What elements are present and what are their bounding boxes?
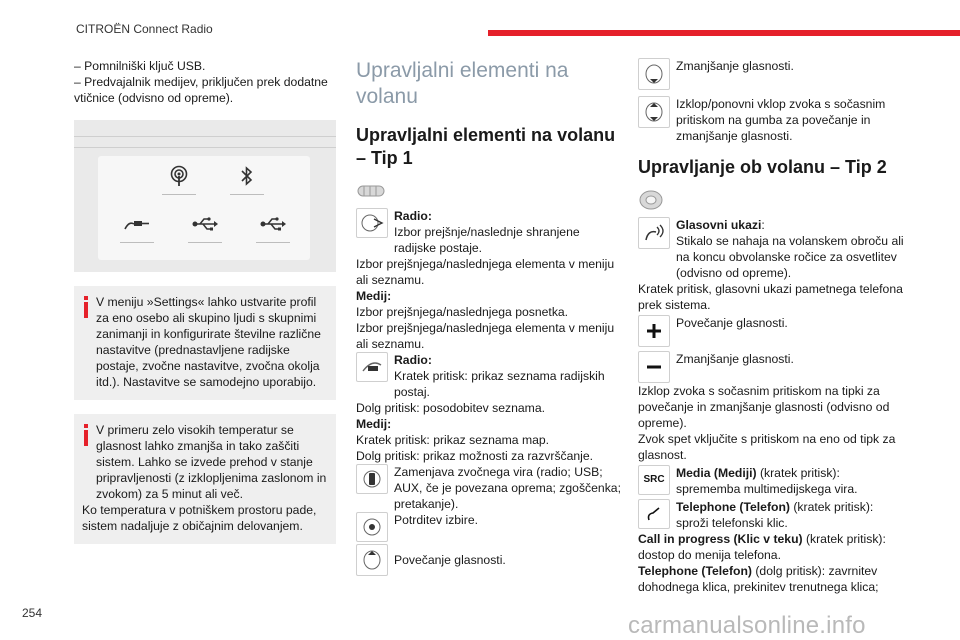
phone-icon: [638, 499, 670, 529]
info-icon: [82, 424, 90, 446]
stalk-confirm-icon: [356, 512, 388, 542]
source-illustration: [74, 120, 336, 272]
voice-command-icon: [638, 217, 670, 249]
voice-label: Glasovni ukazi: [676, 218, 762, 232]
minus-icon: [638, 351, 670, 383]
stalk-wheel-icon: [356, 208, 388, 238]
list-item-usb: – Pomnilniški ključ USB.: [74, 59, 206, 73]
volume-down-text: Zmanjšanje glasnosti.: [676, 59, 794, 73]
podcast-icon: [162, 164, 196, 188]
radio2-label: Radio:: [394, 353, 432, 367]
src-text: (kratek pritisk): sprememba multimedijskega vira.: [676, 466, 858, 496]
info-text-temperature-resume: Ko temperatura v potniškem prostoru pade, sistem nadaljuje z običajnim delovanjem.: [82, 503, 317, 533]
src-icon-label: SRC: [643, 474, 665, 485]
watermark: carmanualsonline.info: [628, 612, 866, 639]
voice-text-2: Kratek pritisk, glasovni ukazi pametnega telefona prek sistema.: [638, 282, 903, 312]
page-number: 254: [22, 606, 43, 620]
section-subtitle-type1: Upravljalni elementi na volanu – Tip 1: [356, 125, 616, 168]
media-label: Medij:: [356, 289, 392, 303]
info-text-temperature: V primeru zelo visokih temperatur se glasnost lahko zmanjša in tako zaščiti sistem. Lahko se izvede prehod v stanje pripravljenosti (z izklopljenima zaslonom in zvokom) za 5 minut ali več.: [96, 423, 327, 501]
radio-text: Izbor prejšnje/naslednje shranjene radijske postaje.: [394, 225, 580, 255]
minus-text-3: Zvok spet vključite s pritiskom na eno od tipk za glasnost.: [638, 432, 896, 462]
media-text-2: Izbor prejšnjega/naslednjega elementa v meniju ali seznamu.: [356, 321, 615, 351]
plus-icon: [638, 315, 670, 347]
aux-cable-icon: [120, 212, 154, 236]
src-button-icon: [638, 465, 670, 495]
phone-text: (kratek pritisk): sproži telefonski klic.: [676, 500, 874, 530]
illustration-divider: [188, 242, 222, 243]
steering-stalk-icon: [356, 180, 388, 202]
column-2: [356, 58, 622, 576]
section-title: Upravljalni elementi na volanu: [356, 59, 569, 108]
media2-label: Medij:: [356, 417, 392, 431]
illustration-panel: [98, 156, 310, 260]
illustration-strip: [74, 136, 336, 148]
stalk-press-icon: [356, 352, 388, 382]
stalk-source-icon: [356, 464, 388, 494]
voice-text: Stikalo se nahaja na volanskem obroču ali na koncu obvolanske ročice za osvetlitev (odvisno od opreme).: [676, 234, 904, 280]
usb-icon: [188, 212, 222, 236]
illustration-divider: [256, 242, 290, 243]
phone-bold: Telephone (Telefon): [676, 500, 790, 514]
stalk-mute-icon: [638, 96, 670, 128]
media2-text-2: Dolg pritisk: prikaz možnosti za razvrščanje.: [356, 449, 594, 463]
minus-text-2: Izklop zvoka s sočasnim pritiskom na tipki za povečanje in zmanjšanje glasnosti (odvisno od opreme).: [638, 384, 890, 430]
phone-long-bold: Telephone (Telefon): [638, 564, 752, 578]
info-box-profiles: [74, 286, 336, 400]
illustration-divider: [120, 242, 154, 243]
illustration-divider: [162, 194, 196, 195]
header-accent-bar: [488, 30, 960, 36]
stalk-volume-up-icon: [356, 544, 388, 576]
radio-label: Radio:: [394, 209, 432, 223]
plus-text: Povečanje glasnosti.: [676, 316, 788, 330]
section-subtitle-type2: Upravljanje ob volanu – Tip 2: [638, 157, 887, 177]
source-text: Zamenjava zvočnega vira (radio; USB; AUX, če je povezana oprema; zgoščenka; pretakanje).: [394, 465, 621, 511]
header-title: CITROËN Connect Radio: [76, 22, 213, 36]
radio2-text-2: Dolg pritisk: posodobitev seznama.: [356, 401, 546, 415]
volume-up-text: Povečanje glasnosti.: [394, 553, 506, 567]
info-icon: [82, 296, 90, 318]
bluetooth-icon: [230, 164, 264, 188]
column-3: Zmanjšanje glasnosti. Izklop/ponovni vklop zvoka s sočasnim pritiskom na gumba za povečanje in zmanjšanje glasnosti. Upravljanje ob volanu – Tip 2 Glasovni ukazi: Stikalo se nahaja na volanskem obroču ali na koncu obvolanske ročice za osvetlitev (odvisno od opreme). Kratek pritisk, glasovni ukazi pametnega telefona prek sistema. Povečanje glasnosti. Zmanjšanje glasnosti. Izklop zvoka s sočasnim pritiskom na tipki za povečanje in zmanjšanje glasnosti (odvisno od opreme). Zvok spet vključite s pritiskom na eno od tipk za glasnost. SRC Media (Mediji) (kratek pritisk): sprememba multimedijskega vira. Telephone (Telefon) (kratek pritisk): sproži telefonski klic. Call in progress (Klic v teku) (kratek pritisk): dostop do menija telefona. Telephone (Telefon) (dolg pritisk): zavrnitev dohodnega klica, prekinitev trenutnega klica;: [638, 59, 904, 594]
illustration-divider: [230, 194, 264, 195]
call-bold: Call in progress (Klic v teku): [638, 532, 803, 546]
src-bold: Media (Mediji): [676, 466, 757, 480]
radio-text-2: Izbor prejšnjega/naslednjega elementa v meniju ali seznamu.: [356, 257, 615, 287]
mute-text: Izklop/ponovni vklop zvoka s sočasnim pritiskom na gumba za povečanje in zmanjšanje glasnosti.: [676, 97, 886, 143]
phone-long-text: (dolg pritisk): zavrnitev dohodnega klica, prekinitev trenutnega klica;: [638, 564, 879, 594]
minus-text: Zmanjšanje glasnosti.: [676, 352, 794, 366]
column-1: [74, 58, 336, 544]
steering-wheel-icon: [638, 189, 670, 211]
confirm-text: Potrditev izbire.: [394, 513, 478, 527]
stalk-volume-down-icon: [638, 58, 670, 90]
radio2-text: Kratek pritisk: prikaz seznama radijskih postaj.: [394, 369, 605, 399]
info-text-profiles: V meniju »Settings« lahko ustvarite profil za eno osebo ali skupino ljudi s skupnimi zanimanji in konfigurirate številne različne nastavitve (prednastavljene radijske postaje, zvočne nastavitve, zvočna okolja itd.). Nastavitve se samodejno uporabijo.: [96, 295, 321, 389]
media-text: Izbor prejšnjega/naslednjega posnetka.: [356, 305, 569, 319]
list-item-media-player: – Predvajalnik medijev, priključen prek dodatne vtičnice (odvisno od opreme).: [74, 75, 328, 105]
info-box-temperature: [74, 414, 336, 544]
usb-icon: [256, 212, 290, 236]
media2-text: Kratek pritisk: prikaz seznama map.: [356, 433, 550, 447]
call-text: (kratek pritisk): dostop do menija telefona.: [638, 532, 886, 562]
